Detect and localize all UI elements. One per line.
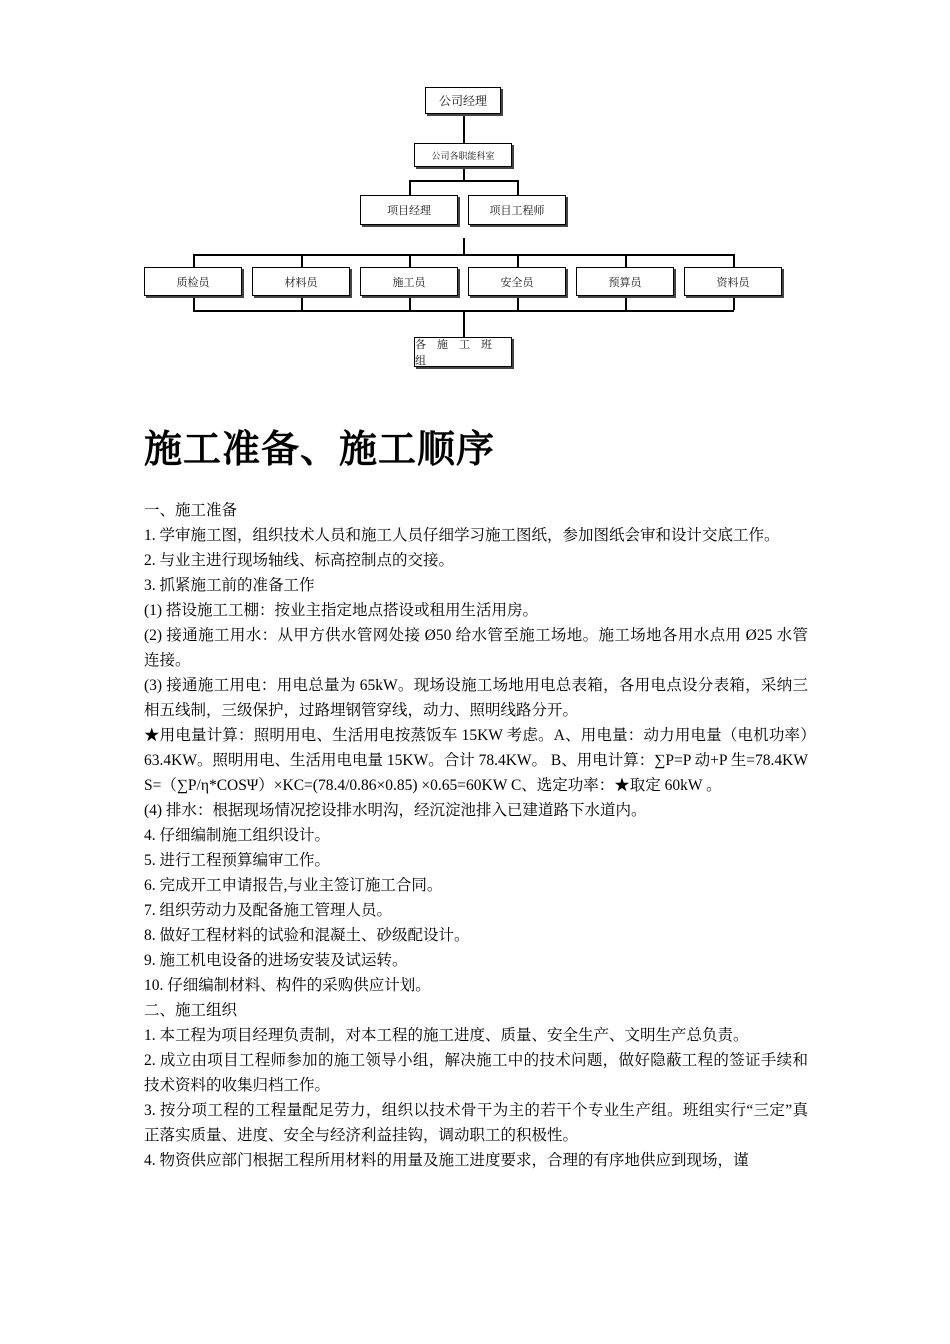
connector-line [517,254,519,268]
connector-line [733,254,735,268]
connector-line [463,114,465,144]
connector-line [193,254,734,256]
paragraph: (3) 接通施工用电：用电总量为 65kW。现场设施工场地用电总表箱，各用电点设分表箱，采纳三相五线制，三级保护，过路埋钢管穿线，动力、照明线路分开。 [144,677,808,719]
connector-line [463,167,465,180]
section-heading: 一、施工准备 [144,502,238,519]
project-engineer-box: 项目工程师 [468,195,566,225]
connector-line [193,296,195,310]
paragraph: (1) 搭设施工工棚：按业主指定地点搭设或租用生活用房。 [144,602,538,619]
paragraph: ★用电量计算：照明用电、生活用电按蒸饭车 15KW 考虑。A、用电量：动力用电量（电机功率）63.4KW。照明用电、生活用电电量 15KW。合计 78.4KW。 B、用电计算：∑P=P 动+P 生=78.4KW S=（∑P/η*COSΨ）×KC=(78.4/0.86×0.85) ×0.65=60KW C、选定功率：★取定 60kW 。 [144,727,808,794]
functional-departments-box: 公司各职能科室 [414,143,512,167]
connector-line [301,296,303,310]
connector-line [517,296,519,310]
paragraph: 2. 与业主进行现场轴线、标高控制点的交接。 [144,552,455,569]
page-title: 施工准备、施工顺序 [144,426,496,471]
paragraph: 1. 本工程为项目经理负责制，对本工程的施工进度、质量、安全生产、文明生产总负责。 [144,1027,749,1044]
connector-line [517,180,519,196]
paragraph: 8. 做好工程材料的试验和混凝土、砂级配设计。 [144,927,470,944]
connector-line [625,296,627,310]
paragraph: 4. 物资供应部门根据工程所用材料的用量及施工进度要求，合理的有序地供应到现场，谨 [144,1152,749,1169]
safety-officer-box: 安全员 [468,267,566,296]
data-clerk-box: 资料员 [684,267,782,296]
connector-line [409,254,411,268]
connector-line [625,254,627,268]
paragraph: 3. 抓紧施工前的准备工作 [144,577,315,594]
connector-line [301,254,303,268]
material-clerk-box: 材料员 [252,267,350,296]
org-chart [0,0,950,380]
budget-officer-box: 预算员 [576,267,674,296]
paragraph: 1. 学审施工图，组织技术人员和施工人员仔细学习施工图纸，参加图纸会审和设计交底工作。 [144,527,780,544]
quality-inspector-box: 质检员 [144,267,242,296]
paragraph: 2. 成立由项目工程师参加的施工领导小组，解决施工中的技术问题，做好隐蔽工程的签证手续和技术资料的收集归档工作。 [144,1052,808,1094]
construction-teams-box: 各 施 工 班 组 [414,337,512,367]
document-body [144,498,808,1173]
paragraph: 5. 进行工程预算编审工作。 [144,852,331,869]
connector-line [409,296,411,310]
paragraph: 3. 按分项工程的工程量配足劳力，组织以技术骨干为主的若干个专业生产组。班组实行“三定”真正落实质量、进度、安全与经济利益挂钩，调动职工的积极性。 [144,1102,808,1144]
paragraph: 9. 施工机电设备的进场安装及试运转。 [144,952,408,969]
company-manager-box: 公司经理 [425,87,501,114]
connector-line [193,254,195,268]
construction-worker-box: 施工员 [360,267,458,296]
paragraph: 10. 仔细编制材料、构件的采购供应计划。 [144,977,431,994]
paragraph: 7. 组织劳动力及配备施工管理人员。 [144,902,393,919]
paragraph: (2) 接通施工用水：从甲方供水管网处接 Ø50 给水管至施工场地。施工场地各用水点用 Ø25 水管连接。 [144,627,808,669]
connector-line [409,180,411,196]
paragraph: 6. 完成开工申请报告,与业主签订施工合同。 [144,877,443,894]
connector-line [733,296,735,310]
connector-line [463,310,465,338]
paragraph: 4. 仔细编制施工组织设计。 [144,827,331,844]
section-heading: 二、施工组织 [144,1002,238,1019]
connector-line [463,238,465,254]
connector-line [409,180,518,182]
project-manager-box: 项目经理 [360,195,458,225]
paragraph: (4) 排水：根据现场情况挖设排水明沟，经沉淀池排入已建道路下水道内。 [144,802,647,819]
